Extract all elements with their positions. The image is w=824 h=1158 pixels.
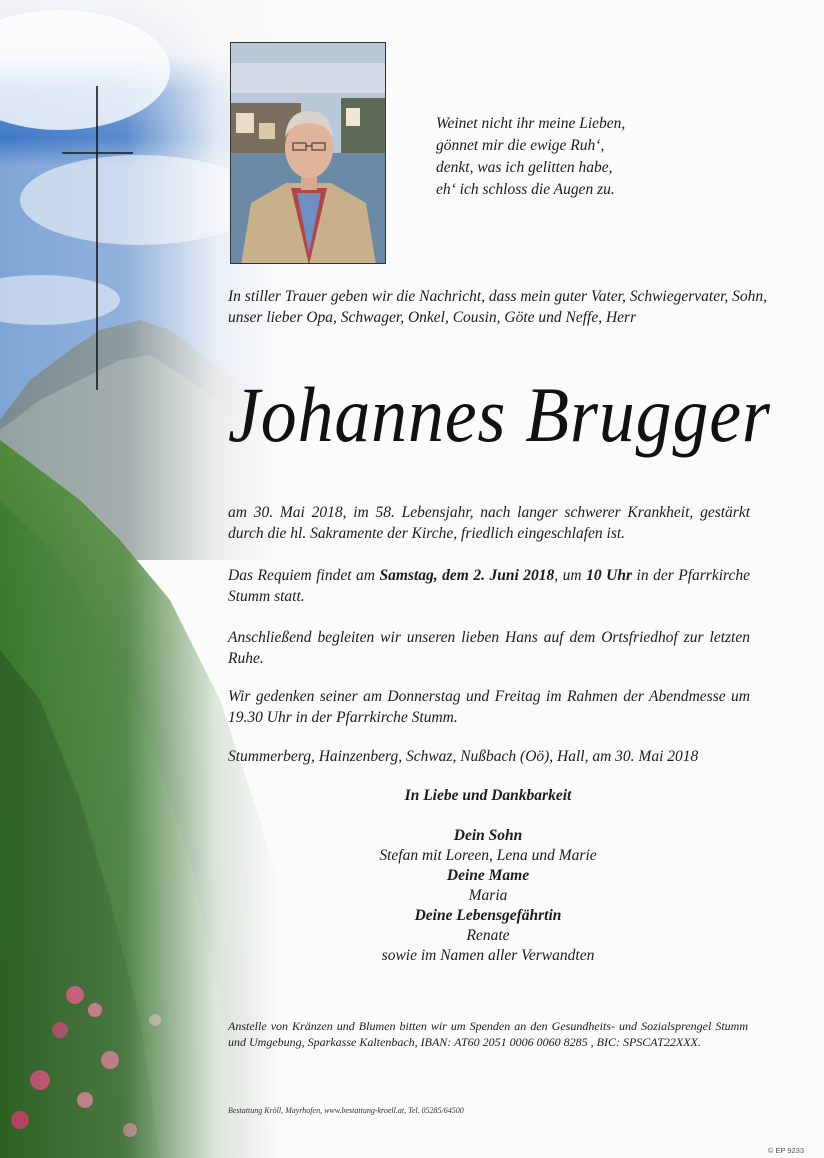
poem-line: Weinet nicht ihr meine Lieben, (436, 115, 626, 132)
remembrance-notice: Wir gedenken seiner am Donnerstag und Freitag im Rahmen der Abendmesse um 19.30 Uhr in der Pfarrkirche Stumm. (228, 688, 750, 726)
closing-line: In Liebe und Dankbarkeit (404, 787, 572, 804)
portrait-photo (230, 42, 386, 264)
requiem-middle: , um (554, 567, 587, 584)
poem-line: denkt, was ich gelitten habe, (436, 159, 613, 176)
mourner-names: Renate (466, 927, 510, 944)
undertaker-info: Bestattung Kröll, Mayrhofen, www.bestattung-kroell.at, Tel. 05285/64500 (228, 1106, 464, 1115)
place-date: Stummerberg, Hainzenberg, Schwaz, Nußbach (Oö), Hall, am 30. Mai 2018 (228, 748, 699, 765)
death-notice: am 30. Mai 2018, im 58. Lebensjahr, nach langer schwerer Krankheit, gestärkt durch die hl. Sakramente der Kirche, friedlich eingeschlafen ist. (228, 504, 750, 542)
requiem-prefix: Das Requiem findet am (228, 567, 380, 584)
poem (436, 113, 696, 201)
donation-note: Anstelle von Kränzen und Blumen bitten wir um Spenden an den Gesundheits- und Sozialsprengel Stumm und Umgebung, Sparkasse Kaltenbach, IBAN: AT60 2051 0006 0060 8285 , BIC: SPSCAT22XXX. (228, 1019, 748, 1049)
requiem-notice (228, 565, 750, 607)
mourner-role: Deine Mame (446, 867, 530, 884)
poem-line: gönnet mir die ewige Ruh‘, (436, 137, 605, 154)
cross-icon (0, 0, 200, 420)
mourner-names: Stefan mit Loreen, Lena und Marie (379, 847, 597, 864)
requiem-suffix: in der Pfarrkirche Stumm statt. (228, 567, 750, 605)
mourner-role: Dein Sohn (453, 827, 523, 844)
poem-line: eh‘ ich schloss die Augen zu. (436, 181, 615, 198)
requiem-time: 10 Uhr (586, 567, 632, 584)
mourners-list (228, 826, 748, 966)
mourner-role: Deine Lebensgefährtin (414, 907, 562, 924)
deceased-name: Johannes Brugger (228, 371, 771, 458)
requiem-date: Samstag, dem 2. Juni 2018 (379, 567, 555, 584)
reference-code: © EP 9233 (767, 1146, 804, 1155)
mourner-names: Maria (468, 887, 508, 904)
relatives-line: sowie im Namen aller Verwandten (381, 947, 595, 964)
intro-text: In stiller Trauer geben wir die Nachricht, dass mein guter Vater, Schwiegervater, Sohn, unser lieber Opa, Schwager, Onkel, Cousin, Göte und Neffe, Herr (228, 288, 768, 326)
burial-notice: Anschließend begleiten wir unseren lieben Hans auf dem Ortsfriedhof zur letzten Ruhe. (228, 629, 750, 667)
